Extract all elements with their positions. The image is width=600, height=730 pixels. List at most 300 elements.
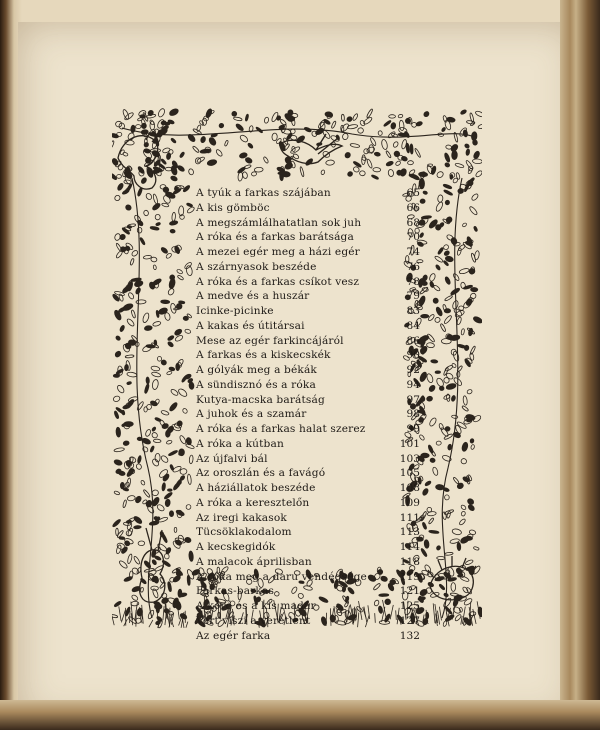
leaf-mark [418,172,427,177]
leaf-mark [325,111,333,117]
leaf-mark [456,317,462,325]
toc-entry-page: 92 [406,364,420,376]
leaf-mark [116,174,121,178]
leaf-mark [112,519,121,528]
leaf-mark [237,166,246,174]
leaf-mark [189,551,194,562]
toc-entry-title: Icinke-picinke [196,305,274,317]
leaf-mark [232,111,237,116]
leaf-mark [347,171,354,177]
leaf-mark [421,314,429,318]
leaf-mark [157,108,166,118]
leaf-mark [399,120,404,131]
toc-entry [196,230,420,245]
leaf-mark [474,250,480,260]
leaf-mark [164,553,170,559]
leaf-mark [162,483,166,492]
toc-entry [196,334,420,349]
toc-entry-page: 127 [399,614,420,627]
toc-entry-page: 125 [399,600,420,612]
leaf-mark [414,148,421,158]
toc-entry [196,378,420,393]
grass-blade [165,614,166,626]
leaf-mark [469,206,479,216]
leaf-mark [185,504,192,511]
leaf-mark [443,183,452,189]
leaf-mark [458,188,464,194]
leaf-mark [127,292,134,300]
grass-blade [433,603,435,623]
leaf-mark [161,300,170,304]
grass-blade [112,615,114,625]
leaf-mark [467,180,473,186]
leaf-mark [300,166,305,176]
leaf-mark [152,489,159,496]
leaf-mark [247,142,253,149]
leaf-mark [127,381,132,385]
toc-entry-page: 98 [406,408,420,421]
leaf-mark [118,560,128,570]
leaf-mark [443,377,450,384]
leaf-mark [344,151,351,158]
leaf-mark [447,444,452,450]
leaf-mark [127,372,138,378]
leaf-mark [352,113,358,121]
leaf-mark [168,278,176,289]
leaf-mark [143,142,149,148]
leaf-mark [435,264,441,270]
toc-entry [196,260,420,275]
grass-blade [119,606,121,621]
leaf-mark [466,498,474,506]
toc-entry [196,496,420,511]
toc-entry-page: 101 [399,437,420,450]
leaf-mark [446,383,457,391]
leaf-mark [177,388,188,398]
leaf-mark [428,417,437,427]
toc-entry-page: 70 [406,231,420,244]
book-spine-edge [560,0,600,730]
leaf-mark [444,364,453,371]
leaf-mark [150,446,155,453]
leaf-mark [187,575,191,585]
leaf-mark [172,212,176,221]
toc-entry-page: 113 [399,526,420,539]
leaf-mark [153,576,159,584]
leaf-mark [435,306,443,316]
toc-entry-page: 119 [399,570,420,583]
leaf-mark [174,186,178,191]
leaf-mark [112,140,115,148]
toc-entry-page: 105 [399,467,420,480]
leaf-mark [120,546,128,555]
leaf-mark [126,318,135,327]
leaf-mark [378,130,383,135]
toc-entry [196,289,420,304]
leaf-mark [452,528,462,536]
leaf-mark [131,601,139,606]
leaf-mark [357,127,363,133]
leaf-mark [251,171,257,176]
leaf-mark [168,450,178,457]
leaf-mark [428,384,436,392]
leaf-mark [462,222,467,227]
leaf-mark [459,268,470,275]
leaf-mark [119,537,125,540]
toc-entry-title: Az újfalvi bál [196,452,268,465]
grass-blade [163,606,164,620]
leaf-mark [471,253,477,263]
leaf-mark [466,149,470,156]
leaf-mark [164,492,173,500]
grass-blade [149,620,153,627]
leaf-mark [125,355,134,359]
leaf-mark [463,396,468,406]
leaf-mark [254,167,263,172]
leaf-mark [331,121,337,129]
toc-entry-title: A háziállatok beszéde [196,482,316,494]
leaf-mark [168,108,179,117]
leaf-mark [169,402,179,412]
leaf-mark [340,123,349,133]
leaf-mark [472,316,482,325]
leaf-mark [167,582,172,592]
toc-entry [196,275,420,290]
leaf-mark [169,220,178,226]
leaf-mark [151,431,159,438]
leaf-mark [136,125,142,129]
leaf-mark [224,140,228,146]
leaf-mark [151,559,157,565]
leaf-mark [443,315,452,325]
leaf-mark [218,122,224,128]
leaf-mark [142,312,150,323]
leaf-mark [390,122,396,129]
leaf-mark [461,405,468,412]
toc-entry-page: 132 [399,629,420,642]
toc-entry-title: A mezei egér meg a házi egér [196,246,360,258]
leaf-mark [444,295,453,302]
leaf-mark [144,325,152,331]
toc-entry-title: A kóró és a kis madár [196,600,316,612]
toc-entry-page: 97 [406,393,420,406]
leaf-mark [434,255,444,263]
leaf-mark [305,158,314,167]
leaf-mark [140,480,145,486]
toc-entry-title: Mese az egér farkincájáról [196,334,344,347]
leaf-mark [200,136,206,143]
leaf-mark [150,121,155,130]
toc-entry-page: 78 [406,275,420,288]
leaf-mark [471,287,478,291]
leaf-mark [127,225,132,228]
leaf-mark [167,341,174,348]
leaf-mark [178,480,181,485]
leaf-mark [162,473,170,482]
leaf-mark [457,244,465,252]
leaf-mark [436,441,441,445]
toc-entry [196,525,420,540]
leaf-mark [432,467,439,476]
leaf-mark [114,601,122,608]
leaf-mark [184,329,191,334]
leaf-mark [117,182,125,191]
leaf-mark [364,149,369,154]
leaf-mark [424,480,431,486]
leaf-mark [114,194,121,201]
leaf-mark [430,458,436,463]
leaf-mark [155,222,160,226]
leaf-mark [392,141,399,148]
leaf-mark [410,144,413,154]
leaf-mark [444,606,453,615]
leaf-mark [385,150,391,158]
leaf-mark [177,165,185,173]
leaf-mark [460,458,467,465]
leaf-mark [151,458,160,467]
toc-entry-page: 84 [406,319,420,332]
leaf-mark [169,367,175,372]
toc-entry-title: A kecskegidók [196,541,276,553]
leaf-mark [166,371,172,376]
leaf-mark [183,316,189,321]
leaf-mark [151,426,156,431]
toc-entry-page: 86 [406,334,420,347]
leaf-mark [179,449,185,456]
leaf-mark [422,488,429,496]
leaf-mark [165,430,170,438]
leaf-mark [114,491,120,496]
leaf-mark [444,276,451,285]
leaf-mark [432,297,438,304]
leaf-mark [127,132,135,141]
toc-entry-page: 103 [399,452,420,465]
grass-blade [439,607,441,621]
toc-entry-title: Az iregi kakasok [196,511,287,524]
toc-entry-page: 83 [406,305,420,317]
leaf-mark [112,614,118,618]
leaf-mark [151,202,161,211]
toc-entry [196,363,420,378]
leaf-mark [167,489,172,491]
toc-entry [196,511,420,526]
toc-entry-title: Tücsöklakodalom [196,526,292,539]
leaf-mark [326,160,335,166]
leaf-mark [134,495,142,504]
leaf-mark [125,204,133,211]
leaf-mark [435,201,444,212]
leaf-mark [131,249,139,257]
toc-entry-page: 90 [406,349,420,362]
leaf-mark [263,156,269,163]
leaf-mark [165,499,171,507]
leaf-mark [170,229,175,233]
leaf-mark [450,174,453,179]
leaf-mark [346,116,353,123]
leaf-mark [359,171,365,176]
toc-entry-page: 114 [399,541,420,553]
leaf-mark [115,335,121,341]
grass-blade [183,619,184,628]
leaf-mark [113,459,122,466]
leaf-mark [163,187,170,194]
leaf-mark [179,214,184,219]
toc-entry [196,466,420,481]
leaf-mark [450,593,459,597]
leaf-mark [429,273,437,282]
leaf-mark [182,408,188,414]
table-of-contents [196,186,420,643]
leaf-mark [239,134,249,143]
toc-entry [196,245,420,260]
toc-entry-title: A róka és a farkas halat szerez [196,423,366,435]
leaf-mark [446,117,455,123]
leaf-mark [112,133,119,139]
leaf-mark [151,586,159,590]
toc-entry [196,452,420,467]
leaf-mark [151,371,161,377]
leaf-mark [244,157,252,165]
leaf-mark [179,152,185,159]
leaf-mark [135,463,142,470]
leaf-mark [475,110,482,118]
leaf-mark [423,111,430,118]
leaf-mark [452,151,458,160]
leaf-mark [443,244,450,251]
leaf-mark [424,539,430,548]
leaf-mark [452,273,460,282]
toc-entry-page: 108 [399,482,420,494]
leaf-mark [366,109,373,119]
leaf-mark [420,548,427,557]
leaf-mark [436,170,445,178]
leaf-mark [383,120,391,127]
toc-entry-title: A róka meg a daru vendégsége [196,570,367,583]
leaf-mark [155,604,162,610]
leaf-mark [167,335,175,341]
leaf-mark [444,309,450,313]
toc-entry [196,348,420,363]
leaf-mark [144,148,151,153]
leaf-mark [434,317,441,324]
toc-entry [196,186,420,201]
leaf-mark [450,237,458,246]
leaf-mark [134,525,142,529]
leaf-mark [119,325,125,332]
toc-entry [196,570,420,585]
toc-entry-title: Kutya-macska barátság [196,393,325,406]
leaf-mark [186,203,193,208]
leaf-mark [470,444,475,450]
leaf-mark [458,306,464,311]
leaf-mark [446,511,451,518]
leaf-mark [114,447,125,452]
leaf-mark [169,511,173,517]
leaf-mark [454,614,462,622]
leaf-mark [170,138,176,144]
leaf-mark [207,159,218,167]
leaf-mark [208,136,217,146]
leaf-mark [431,359,438,363]
leaf-mark [152,379,159,390]
leaf-mark [152,321,161,327]
leaf-mark [451,415,458,419]
leaf-mark [438,423,444,430]
leaf-mark [435,371,440,374]
book-bottom-edge [0,700,600,730]
leaf-mark [245,114,249,121]
leaf-mark [478,124,482,130]
vine-stem [122,128,477,138]
leaf-mark [177,275,184,281]
toc-entry-page: 99 [406,423,420,435]
leaf-mark [196,125,201,132]
leaf-mark [398,114,403,118]
leaf-mark [131,310,136,319]
leaf-mark [145,192,153,200]
leaf-mark [473,546,479,550]
leaf-mark [123,440,130,445]
toc-entry-title: Farkas-barkas [196,585,275,598]
toc-entry-title: A gólyák meg a békák [196,364,318,376]
toc-entry-title: Vert viszi a veretlent [196,614,311,627]
leaf-mark [154,340,157,346]
leaf-mark [451,583,456,592]
leaf-mark [422,522,427,530]
leaf-mark [114,350,122,358]
leaf-mark [170,303,177,314]
leaf-mark [423,191,428,195]
toc-entry-title: Az egér farka [196,629,271,642]
leaf-mark [443,621,448,627]
leaf-mark [144,407,148,412]
toc-entry-page: 109 [399,496,420,509]
leaf-mark [116,384,125,394]
toc-entry [196,540,420,555]
leaf-mark [444,552,453,555]
leaf-mark [161,158,167,164]
toc-entry-title: A róka a keresztelőn [196,496,310,509]
leaf-mark [138,541,145,546]
leaf-mark [154,398,160,405]
leaf-mark [137,455,142,463]
toc-entry-title: A róka a kútban [196,437,284,450]
leaf-mark [142,345,152,353]
leaf-mark [456,172,461,179]
leaf-mark [466,389,472,395]
leaf-mark [475,170,482,178]
toc-entry-page: 74 [406,246,420,258]
leaf-mark [386,160,394,166]
toc-entry-title: A róka és a farkas barátsága [196,231,354,244]
toc-entry-page: 66 [406,201,420,214]
leaf-mark [421,396,424,402]
leaf-mark [155,214,160,219]
leaf-mark [455,163,465,169]
leaf-mark [139,237,145,245]
leaf-mark [361,155,365,165]
leaf-mark [421,281,427,286]
leaf-mark [130,258,135,265]
leaf-mark [439,584,446,591]
leaf-mark [133,556,141,565]
leaf-mark [473,226,478,232]
toc-entry-page: 118 [399,555,420,568]
leaf-mark [186,206,195,214]
toc-entry [196,629,420,644]
leaf-mark [235,123,244,132]
toc-entry [196,319,420,334]
